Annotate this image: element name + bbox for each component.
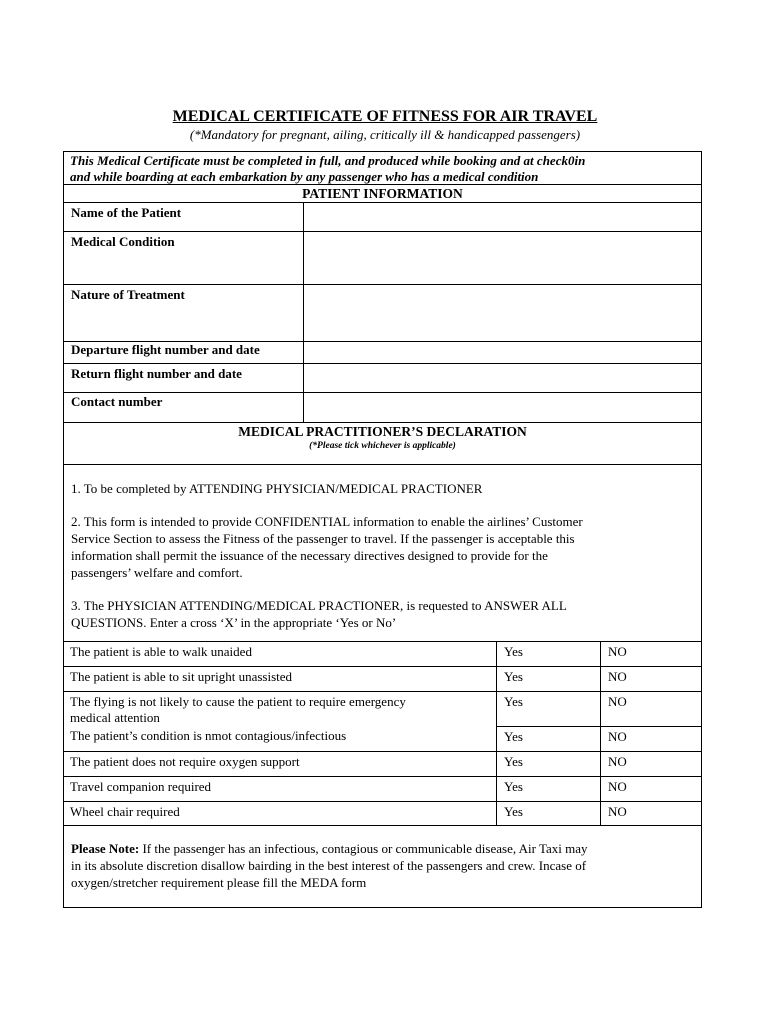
intro-line-2: and while boarding at each embarkation by any passenger who has a medical condition: [70, 169, 539, 184]
no-option-cell[interactable]: NO: [608, 694, 627, 709]
patient-name-row: [64, 203, 701, 232]
question-text-line-1: The flying is not likely to cause the patient to require emergency: [70, 694, 406, 709]
question-row: [64, 726, 701, 751]
certificate-form: [63, 151, 702, 908]
contact-number-field[interactable]: [304, 393, 701, 422]
yes-option-cell[interactable]: Yes: [497, 667, 601, 691]
departure-flight-label: Departure flight number and date: [64, 342, 304, 363]
no-option-cell[interactable]: NO: [608, 669, 627, 684]
yes-option-cell[interactable]: Yes: [497, 692, 601, 726]
nature-of-treatment-row: [64, 285, 701, 342]
question-row: [64, 691, 701, 726]
patient-info-heading: PATIENT INFORMATION: [64, 185, 701, 203]
no-option-cell[interactable]: NO: [608, 804, 627, 819]
question-text: The patient is able to sit upright unassisted: [64, 667, 497, 691]
note-line-3: oxygen/stretcher requirement please fill the MEDA form: [71, 875, 367, 890]
paragraph-2-line-1: 2. This form is intended to provide CONFIDENTIAL information to enable the airlines’ Customer: [71, 514, 583, 529]
question-row: [64, 801, 701, 826]
medical-condition-field[interactable]: [304, 232, 701, 284]
paragraph-2-line-2: Service Section to assess the Fitness of the passenger to travel. If the passenger is acceptable this: [71, 531, 575, 546]
intro-line-1: This Medical Certificate must be completed in full, and produced while booking and at check0in: [70, 153, 586, 168]
patient-name-label: Name of the Patient: [64, 203, 304, 231]
no-option-cell[interactable]: NO: [608, 779, 627, 794]
departure-flight-row: [64, 342, 701, 364]
declaration-paragraph-1: 1. To be completed by ATTENDING PHYSICIAN/MEDICAL PRACTIONER: [71, 481, 483, 496]
intro-text: [64, 152, 701, 185]
contact-number-row: [64, 393, 701, 423]
question-text: The patient does not require oxygen support: [64, 752, 497, 776]
no-option-cell[interactable]: NO: [601, 726, 701, 756]
patient-name-field[interactable]: [304, 203, 701, 231]
page-subtitle: (*Mandatory for pregnant, ailing, critically ill & handicapped passengers): [189, 127, 581, 142]
declaration-paragraph-3: [71, 597, 696, 631]
declaration-paragraph-2: [71, 513, 696, 581]
paragraph-2-line-3: information shall permit the issuance of the necessary directives designed to provide for the: [71, 548, 548, 563]
no-option-cell[interactable]: NO: [608, 644, 627, 659]
return-flight-field[interactable]: [304, 364, 701, 392]
paragraph-3-line-1: 3. The PHYSICIAN ATTENDING/MEDICAL PRACTIONER, is requested to ANSWER ALL: [71, 598, 567, 613]
question-text: The patient is able to walk unaided: [64, 642, 497, 666]
note-line-1: [71, 840, 696, 857]
question-text: Wheel chair required: [64, 802, 497, 825]
return-flight-label: Return flight number and date: [64, 364, 304, 392]
page-title: MEDICAL CERTIFICATE OF FITNESS FOR AIR TRAVEL: [172, 108, 598, 125]
nature-of-treatment-label: Nature of Treatment: [64, 285, 304, 341]
yes-option-cell[interactable]: Yes: [497, 642, 601, 666]
no-option-cell[interactable]: NO: [608, 754, 627, 769]
please-note-text: [71, 840, 696, 891]
question-text: [64, 692, 497, 726]
note-line-1-text: If the passenger has an infectious, contagious or communicable disease, Air Taxi may: [139, 841, 588, 856]
departure-flight-field[interactable]: [304, 342, 701, 363]
declaration-heading-row: [64, 423, 701, 465]
question-row: [64, 751, 701, 776]
question-text: The patient’s condition is nmot contagious/infectious: [64, 726, 497, 751]
paragraph-2-line-4: passengers’ welfare and comfort.: [71, 565, 243, 580]
question-row: [64, 776, 701, 801]
question-row: [64, 666, 701, 691]
yes-option-cell[interactable]: Yes: [497, 777, 601, 801]
medical-condition-row: [64, 232, 701, 285]
declaration-heading: MEDICAL PRACTITIONER’S DECLARATION: [238, 424, 527, 439]
question-text: Travel companion required: [64, 777, 497, 801]
yes-option-cell[interactable]: Yes: [497, 752, 601, 776]
medical-condition-label: Medical Condition: [64, 232, 304, 284]
contact-number-label: Contact number: [64, 393, 304, 422]
declaration-tick-note: (*Please tick whichever is applicable): [309, 441, 456, 451]
note-label: Please Note:: [71, 841, 140, 856]
yes-option-cell[interactable]: Yes: [497, 726, 601, 751]
question-row: [64, 641, 701, 666]
yes-option-cell[interactable]: Yes: [497, 802, 601, 825]
return-flight-row: [64, 364, 701, 393]
paragraph-3-line-2: QUESTIONS. Enter a cross ‘X’ in the appropriate ‘Yes or No’: [71, 615, 397, 630]
note-line-2: in its absolute discretion disallow bairding in the best interest of the passengers and crew. Incase of: [71, 858, 587, 873]
nature-of-treatment-field[interactable]: [304, 285, 701, 341]
question-text-line-2: medical attention: [70, 710, 160, 725]
